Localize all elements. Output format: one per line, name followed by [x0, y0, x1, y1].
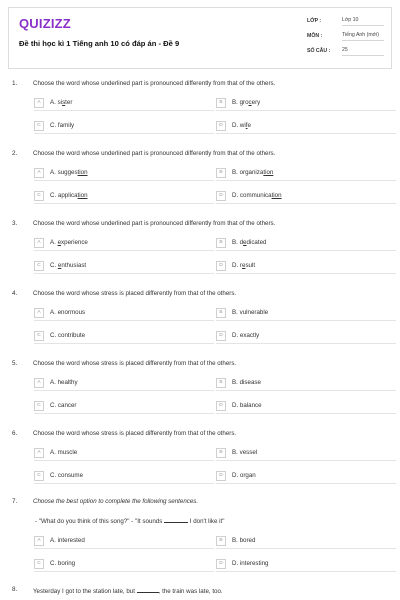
- option-letter-badge: A: [34, 168, 44, 178]
- option-a[interactable]: A A. enormous: [34, 308, 214, 321]
- question-text: Choose the word whose stress is placed differently from that of the others.: [33, 430, 237, 437]
- question-number: 4.: [12, 290, 18, 297]
- option-letter-badge: A: [34, 308, 44, 318]
- worksheet-header: QUIZIZZ Đề thi học kì 1 Tiếng anh 10 có đáp án - Đề 9 LỚP : Lớp 10 MÔN : Tiếng Anh (mới) SỐ CÂU : 25: [8, 7, 392, 69]
- option-b[interactable]: B B. vulnerable: [216, 308, 396, 321]
- option-d[interactable]: D D. exactly: [216, 331, 396, 344]
- option-letter-badge: D: [216, 121, 226, 131]
- option-letter-badge: C: [34, 191, 44, 201]
- question-number: 6.: [12, 430, 18, 437]
- answer-blank: [137, 586, 159, 593]
- question-number: 5.: [12, 360, 18, 367]
- option-d[interactable]: D D. wife: [216, 121, 396, 134]
- question-number: 7.: [12, 498, 18, 505]
- option-b[interactable]: B B. disease: [216, 378, 396, 391]
- option-letter-badge: C: [34, 471, 44, 481]
- option-letter-badge: D: [216, 261, 226, 271]
- option-letter-badge: A: [34, 536, 44, 546]
- option-c[interactable]: C C. consume: [34, 471, 214, 484]
- option-b[interactable]: B B. grocery: [216, 98, 396, 111]
- option-c[interactable]: C C. contribute: [34, 331, 214, 344]
- option-letter-badge: D: [216, 191, 226, 201]
- option-letter-badge: C: [34, 559, 44, 569]
- option-letter-badge: A: [34, 378, 44, 388]
- option-d[interactable]: D D. organ: [216, 471, 396, 484]
- option-c[interactable]: C C. enthusiast: [34, 261, 214, 274]
- option-b[interactable]: B B. vessel: [216, 448, 396, 461]
- option-letter-badge: B: [216, 448, 226, 458]
- question-text: Choose the word whose underlined part is pronounced differently from that of the others.: [33, 80, 276, 87]
- option-letter-badge: B: [216, 98, 226, 108]
- option-letter-badge: A: [34, 448, 44, 458]
- question-number: 2.: [12, 150, 18, 157]
- question-text: Choose the word whose stress is placed differently from that of the others.: [33, 290, 237, 297]
- option-letter-badge: D: [216, 331, 226, 341]
- worksheet-title: Đề thi học kì 1 Tiếng anh 10 có đáp án - Đề 9: [19, 39, 180, 48]
- option-c[interactable]: C C. boring: [34, 559, 214, 572]
- option-letter-badge: D: [216, 401, 226, 411]
- option-a[interactable]: A A. experience: [34, 238, 214, 251]
- question-text: Choose the best option to complete the following sentences.: [33, 498, 199, 505]
- option-a[interactable]: A A. interested: [34, 536, 214, 549]
- option-letter-badge: A: [34, 238, 44, 248]
- option-a[interactable]: A A. healthy: [34, 378, 214, 391]
- answer-blank: [164, 516, 188, 523]
- option-letter-badge: B: [216, 378, 226, 388]
- option-letter-badge: D: [216, 559, 226, 569]
- option-letter-badge: B: [216, 308, 226, 318]
- option-c[interactable]: C C. application: [34, 191, 214, 204]
- option-letter-badge: A: [34, 98, 44, 108]
- option-c[interactable]: C C. family: [34, 121, 214, 134]
- option-d[interactable]: D D. interesting: [216, 559, 396, 572]
- option-a[interactable]: A A. suggestion: [34, 168, 214, 181]
- option-a[interactable]: A A. sister: [34, 98, 214, 111]
- question-text: Choose the word whose underlined part is pronounced differently from that of the others.: [33, 220, 276, 227]
- option-letter-badge: C: [34, 331, 44, 341]
- option-c[interactable]: C C. cancer: [34, 401, 214, 414]
- option-d[interactable]: D D. result: [216, 261, 396, 274]
- option-letter-badge: B: [216, 536, 226, 546]
- option-letter-badge: C: [34, 261, 44, 271]
- question-number: 3.: [12, 220, 18, 227]
- option-letter-badge: C: [34, 401, 44, 411]
- question-subtext: - "What do you think of this song?" - "It sounds I don't like it": [35, 518, 225, 525]
- question-number: 8.: [12, 586, 18, 593]
- question-text: Choose the word whose underlined part is pronounced differently from that of the others.: [33, 150, 276, 157]
- option-letter-badge: C: [34, 121, 44, 131]
- option-a[interactable]: A A. muscle: [34, 448, 214, 461]
- question-number: 1.: [12, 80, 18, 87]
- option-d[interactable]: D D. communication: [216, 191, 396, 204]
- option-letter-badge: B: [216, 168, 226, 178]
- option-b[interactable]: B B. dedicated: [216, 238, 396, 251]
- option-letter-badge: B: [216, 238, 226, 248]
- question-text: Yesterday I got to the station late, but , the train was late, too.: [33, 588, 223, 595]
- option-b[interactable]: B B. bored: [216, 536, 396, 549]
- option-d[interactable]: D D. balance: [216, 401, 396, 414]
- option-b[interactable]: B B. organization: [216, 168, 396, 181]
- option-letter-badge: D: [216, 471, 226, 481]
- question-text: Choose the word whose stress is placed differently from that of the others.: [33, 360, 237, 367]
- quizizz-logo: QUIZIZZ: [19, 16, 71, 31]
